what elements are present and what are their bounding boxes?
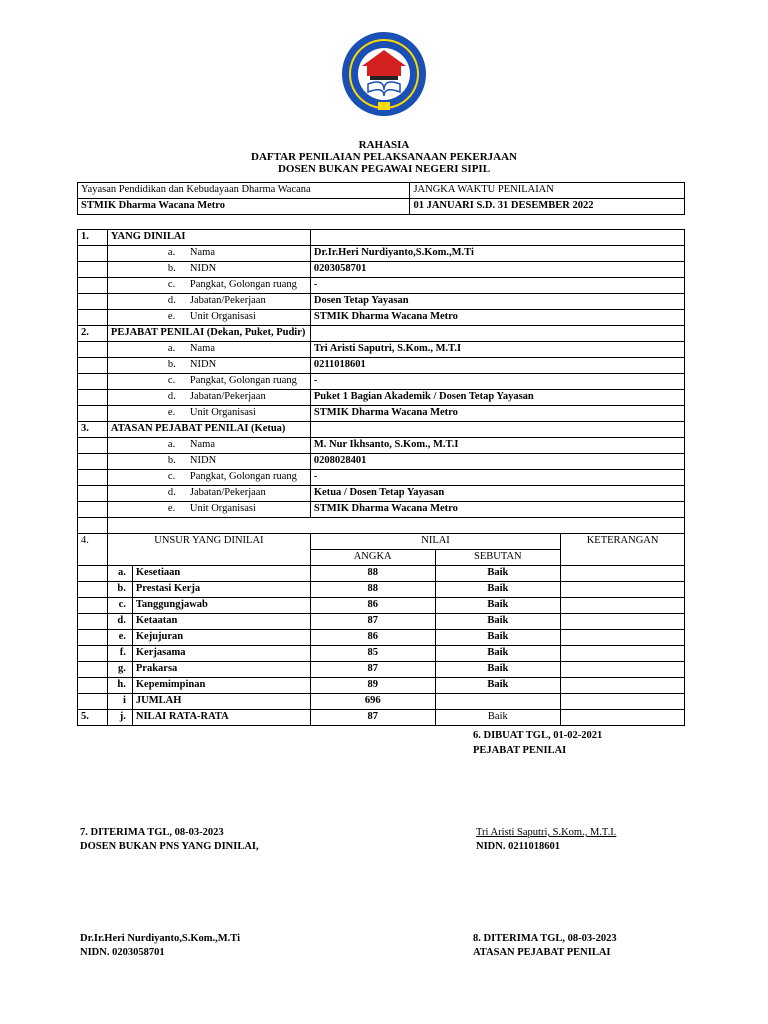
field-value: - (310, 278, 684, 294)
eval-header-row (78, 534, 685, 550)
empty-cell (78, 438, 108, 454)
field-value: M. Nur Ikhsanto, S.Kom., M.T.I (310, 438, 684, 454)
empty-cell (78, 662, 108, 678)
eval-angka: 85 (310, 646, 435, 662)
angka-header: ANGKA (310, 550, 435, 566)
section-header-row (78, 230, 685, 246)
field-key: a. (167, 247, 176, 258)
empty-cell (310, 230, 684, 246)
eval-keterangan (561, 630, 685, 646)
eval-keterangan (561, 678, 685, 694)
empty-cell (561, 710, 685, 726)
field-key: c. (167, 471, 176, 482)
eval-sebutan: Baik (435, 566, 561, 582)
field-label-text: Nama (189, 439, 215, 450)
empty-cell (78, 294, 108, 310)
field-label (107, 310, 310, 326)
eval-sebutan: Baik (435, 630, 561, 646)
eval-key: h. (107, 678, 132, 694)
field-value: Tri Aristi Saputri, S.Kom., M.T.I (310, 342, 684, 358)
field-label-text: NIDN (189, 263, 217, 274)
eval-sebutan: Baik (435, 598, 561, 614)
eval-key: i (107, 694, 132, 710)
field-value: 0208028401 (310, 454, 684, 470)
field-label-text: Nama (189, 343, 215, 354)
eval-row (78, 678, 685, 694)
eval-sebutan: Baik (435, 662, 561, 678)
field-value: - (310, 374, 684, 390)
empty-cell (78, 310, 108, 326)
field-key: e. (167, 407, 176, 418)
field-row (78, 454, 685, 470)
empty-cell (78, 262, 108, 278)
eval-keterangan (561, 598, 685, 614)
empty-cell (78, 486, 108, 502)
field-label-text: Nama (189, 247, 215, 258)
field-key: e. (167, 503, 176, 514)
field-label-text: Jabatan/Pekerjaan (189, 295, 266, 306)
eval-label: Kejujuran (132, 630, 310, 646)
field-value: 0203058701 (310, 262, 684, 278)
confidential-label: RAHASIA (358, 139, 410, 151)
field-key: c. (167, 375, 176, 386)
institution-logo (340, 30, 428, 118)
field-label (107, 390, 310, 406)
empty-cell (310, 422, 684, 438)
field-value: STMIK Dharma Wacana Metro (310, 502, 684, 518)
empty-cell (78, 566, 108, 582)
field-label (107, 278, 310, 294)
eval-key: d. (107, 614, 132, 630)
eval-key: g. (107, 662, 132, 678)
field-label (107, 486, 310, 502)
field-row (78, 390, 685, 406)
penilai-nidn: NIDN. 0211018601 (476, 841, 561, 852)
field-key: a. (167, 439, 176, 450)
empty-cell (78, 502, 108, 518)
section-header-row (78, 326, 685, 342)
empty-cell (78, 598, 108, 614)
empty-cell (78, 630, 108, 646)
keterangan-header: KETERANGAN (561, 534, 685, 566)
field-value: STMIK Dharma Wacana Metro (310, 406, 684, 422)
eval-key: c. (107, 598, 132, 614)
dinilai-signature-name: Dr.Ir.Heri Nurdiyanto,S.Kom.,M.Ti (80, 933, 241, 944)
info-table (77, 182, 685, 215)
field-label-text: Jabatan/Pekerjaan (189, 391, 266, 402)
eval-angka: 87 (310, 614, 435, 630)
field-label-text: NIDN (189, 359, 217, 370)
section-number: 4. (78, 534, 108, 566)
eval-row (78, 598, 685, 614)
field-key: e. (167, 311, 176, 322)
empty-cell (78, 374, 108, 390)
empty-cell (78, 342, 108, 358)
eval-angka: 87 (310, 662, 435, 678)
eval-label: Ketaatan (132, 614, 310, 630)
diterima8-role: ATASAN PEJABAT PENILAI (473, 947, 611, 958)
field-label-text: Jabatan/Pekerjaan (189, 487, 266, 498)
field-value: Puket 1 Bagian Akademik / Dosen Tetap Yayasan (310, 390, 684, 406)
section-number: 5. (78, 710, 108, 726)
field-label (107, 406, 310, 422)
field-row (78, 310, 685, 326)
field-label (107, 262, 310, 278)
eval-angka: 88 (310, 582, 435, 598)
evaluation-table (77, 229, 685, 726)
empty-cell (561, 694, 685, 710)
field-row (78, 342, 685, 358)
section-title: ATASAN PEJABAT PENILAI (Ketua) (107, 422, 310, 438)
field-value: Dosen Tetap Yayasan (310, 294, 684, 310)
eval-label: Prestasi Kerja (132, 582, 310, 598)
field-key: b. (167, 359, 176, 370)
empty-cell (78, 678, 108, 694)
eval-row (78, 614, 685, 630)
eval-key: b. (107, 582, 132, 598)
field-row (78, 502, 685, 518)
field-row (78, 262, 685, 278)
field-value: 0211018601 (310, 358, 684, 374)
eval-keterangan (561, 566, 685, 582)
field-row (78, 374, 685, 390)
field-row (78, 438, 685, 454)
dinilai-nidn: NIDN. 0203058701 (80, 947, 165, 958)
empty-cell (78, 454, 108, 470)
unit-name: STMIK Dharma Wacana Metro (78, 199, 410, 215)
field-label (107, 246, 310, 262)
diterima7-date: 7. DITERIMA TGL, 08-03-2023 (80, 827, 224, 838)
empty-cell (78, 646, 108, 662)
field-row (78, 294, 685, 310)
org-name: Yayasan Pendidikan dan Kebudayaan Dharma Wacana (78, 183, 410, 199)
eval-keterangan (561, 646, 685, 662)
empty-cell (78, 278, 108, 294)
field-label-text: Unit Organisasi (189, 311, 256, 322)
field-label-text: Unit Organisasi (189, 503, 256, 514)
eval-angka: 89 (310, 678, 435, 694)
empty-cell (78, 518, 108, 534)
eval-row (78, 582, 685, 598)
field-label (107, 342, 310, 358)
eval-key: e. (107, 630, 132, 646)
empty-cell (78, 694, 108, 710)
rata-sebutan: Baik (435, 710, 561, 726)
field-key: b. (167, 455, 176, 466)
eval-sebutan: Baik (435, 646, 561, 662)
eval-keterangan (561, 582, 685, 598)
eval-angka: 86 (310, 598, 435, 614)
field-row (78, 406, 685, 422)
field-key: d. (167, 295, 176, 306)
eval-sebutan: Baik (435, 678, 561, 694)
field-key: c. (167, 279, 176, 290)
seal-icon (340, 30, 428, 118)
empty-cell (78, 246, 108, 262)
jumlah-angka: 696 (310, 694, 435, 710)
field-value: Ketua / Dosen Tetap Yayasan (310, 486, 684, 502)
eval-angka: 88 (310, 566, 435, 582)
field-label (107, 294, 310, 310)
field-label-text: Pangkat, Golongan ruang (189, 471, 297, 482)
penilai-signature-name: Tri Aristi Saputri, S.Kom., M.T.I. (476, 827, 617, 838)
field-value: STMIK Dharma Wacana Metro (310, 310, 684, 326)
field-label-text: Pangkat, Golongan ruang (189, 279, 297, 290)
rata-angka: 87 (310, 710, 435, 726)
section-number: 1. (78, 230, 108, 246)
field-label (107, 358, 310, 374)
eval-sebutan: Baik (435, 582, 561, 598)
eval-keterangan (561, 614, 685, 630)
nilai-header: NILAI (310, 534, 560, 550)
eval-row (78, 630, 685, 646)
dibuat-date: 6. DIBUAT TGL, 01-02-2021 (473, 730, 603, 741)
field-row (78, 246, 685, 262)
empty-cell (435, 694, 561, 710)
section-title: YANG DINILAI (107, 230, 310, 246)
section-header-row (78, 422, 685, 438)
rata-row (78, 710, 685, 726)
section-title: PEJABAT PENILAI (Dekan, Puket, Pudir) (107, 326, 310, 342)
field-label (107, 374, 310, 390)
field-key: d. (167, 391, 176, 402)
field-key: a. (167, 343, 176, 354)
field-value: - (310, 470, 684, 486)
eval-label: Kesetiaan (132, 566, 310, 582)
diterima8-date: 8. DITERIMA TGL, 08-03-2023 (473, 933, 617, 944)
sebutan-header: SEBUTAN (435, 550, 561, 566)
field-label-text: Pangkat, Golongan ruang (189, 375, 297, 386)
document-title: DAFTAR PENILAIAN PELAKSANAAN PEKERJAAN (251, 151, 517, 163)
field-label (107, 438, 310, 454)
field-label (107, 502, 310, 518)
empty-cell (78, 582, 108, 598)
period-label: JANGKA WAKTU PENILAIAN (410, 183, 685, 199)
empty-cell (78, 358, 108, 374)
field-key: d. (167, 487, 176, 498)
spacer-row (78, 518, 685, 534)
eval-key: a. (107, 566, 132, 582)
empty-cell (78, 614, 108, 630)
field-row (78, 278, 685, 294)
jumlah-label: JUMLAH (132, 694, 310, 710)
field-row (78, 486, 685, 502)
field-row (78, 470, 685, 486)
eval-label: Tanggungjawab (132, 598, 310, 614)
eval-label: Prakarsa (132, 662, 310, 678)
empty-cell (78, 470, 108, 486)
document-subtitle: DOSEN BUKAN PEGAWAI NEGERI SIPIL (277, 163, 491, 175)
field-label (107, 454, 310, 470)
dibuat-role: PEJABAT PENILAI (473, 745, 567, 756)
eval-keterangan (561, 662, 685, 678)
empty-cell (78, 390, 108, 406)
section-number: 3. (78, 422, 108, 438)
unsur-header: UNSUR YANG DINILAI (107, 534, 310, 566)
eval-key: f. (107, 646, 132, 662)
field-key: b. (167, 263, 176, 274)
field-value: Dr.Ir.Heri Nurdiyanto,S.Kom.,M.Ti (310, 246, 684, 262)
eval-row (78, 662, 685, 678)
eval-angka: 86 (310, 630, 435, 646)
eval-label: Kerjasama (132, 646, 310, 662)
field-label-text: Unit Organisasi (189, 407, 256, 418)
jumlah-row (78, 694, 685, 710)
diterima7-role: DOSEN BUKAN PNS YANG DINILAI, (80, 841, 259, 852)
empty-cell (107, 518, 684, 534)
empty-cell (310, 326, 684, 342)
eval-key: j. (107, 710, 132, 726)
eval-label: Kepemimpinan (132, 678, 310, 694)
rata-label: NILAI RATA-RATA (132, 710, 310, 726)
field-label (107, 470, 310, 486)
field-row (78, 358, 685, 374)
eval-row (78, 566, 685, 582)
eval-row (78, 646, 685, 662)
empty-cell (78, 406, 108, 422)
eval-sebutan: Baik (435, 614, 561, 630)
period-value: 01 JANUARI S.D. 31 DESEMBER 2022 (410, 199, 685, 215)
field-label-text: NIDN (189, 455, 217, 466)
section-number: 2. (78, 326, 108, 342)
